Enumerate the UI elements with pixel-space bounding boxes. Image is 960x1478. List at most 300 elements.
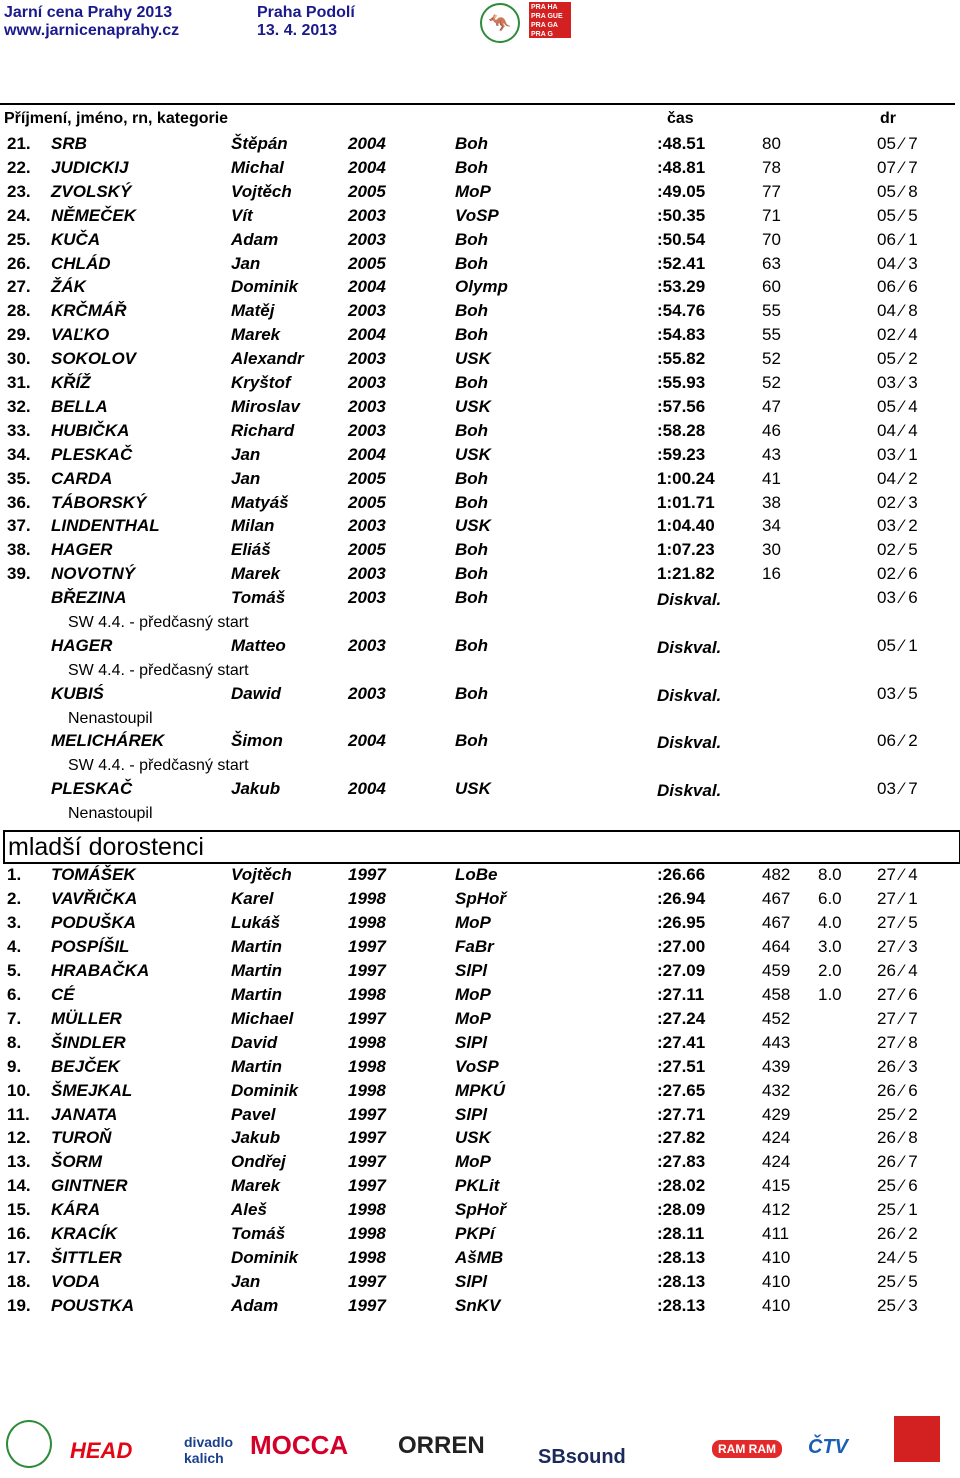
cell-points: 52	[762, 349, 781, 369]
cell-points: 52	[762, 373, 781, 392]
cell-time: :27.83	[657, 1152, 706, 1172]
cell-birth-year: 1998	[348, 1224, 386, 1244]
cell-birth-year: 1997	[348, 1104, 386, 1124]
table-row	[0, 636, 960, 660]
cell-club: Boh	[455, 253, 489, 273]
cell-birth-year: 1998	[348, 1080, 386, 1100]
cell-club: MoP	[455, 1152, 491, 1172]
cell-rank: 30.	[7, 349, 31, 369]
cell-club: MoP	[455, 1008, 491, 1028]
cell-birth-year: 1998	[348, 984, 386, 1004]
cell-rank: 19.	[7, 1296, 31, 1316]
cell-surname: TOMÁŠEK	[51, 865, 136, 884]
col-lane: dr	[880, 110, 896, 127]
table-row	[0, 301, 960, 325]
cell-time: :27.11	[657, 984, 705, 1004]
cell-heat-lane: 03 ⁄ 1	[877, 444, 918, 464]
cell-place-points: 3.0	[818, 936, 842, 956]
cell-first-name: Dominik	[231, 1248, 299, 1268]
orren-logo: ORREN	[398, 1432, 485, 1459]
cell-club: AšMB	[455, 1248, 504, 1268]
cell-rank: 4.	[7, 936, 22, 956]
cell-time: :27.71	[657, 1104, 706, 1124]
cell-rank: 5.	[7, 960, 22, 980]
cell-birth-year: 1997	[348, 1296, 386, 1316]
cell-time: :28.13	[657, 1248, 706, 1268]
cell-points: 38	[762, 492, 781, 512]
cell-time: :28.13	[657, 1272, 706, 1292]
cell-points: 47	[762, 396, 781, 416]
cell-heat-lane: 05 ⁄ 1	[877, 635, 918, 655]
cell-points: 443	[762, 1032, 791, 1052]
cell-heat-lane: 03 ⁄ 5	[877, 683, 918, 703]
cell-points: 60	[762, 277, 781, 297]
cell-points: 467	[762, 888, 791, 908]
cell-surname: TUROŇ	[51, 1128, 112, 1148]
cell-first-name: Vojtěch	[231, 181, 292, 201]
cell-first-name: Michal	[231, 157, 284, 177]
sponsor-footer	[0, 1420, 960, 1478]
cell-surname: KRACÍK	[51, 1224, 118, 1244]
cell-surname: ŠMEJKAL	[51, 1080, 133, 1100]
cell-points: 30	[762, 540, 781, 560]
table-row	[0, 985, 960, 1009]
cell-heat-lane: 25 ⁄ 3	[877, 1296, 918, 1316]
table-row	[0, 421, 960, 445]
cell-points: 459	[762, 960, 791, 980]
cell-points: 34	[762, 516, 781, 536]
cell-heat-lane: 27 ⁄ 5	[877, 912, 918, 932]
cell-points: 71	[762, 205, 781, 225]
table-row	[0, 1105, 960, 1129]
cell-heat-lane: 25 ⁄ 5	[877, 1272, 918, 1292]
cell-club: USK	[455, 779, 491, 799]
cell-club: SlPl	[455, 1272, 488, 1292]
table-row	[0, 397, 960, 421]
disqualification-note: SW 4.4. - předčasný start	[68, 661, 249, 679]
cell-surname: SRB	[51, 134, 87, 153]
cell-time: 1:01.71	[657, 492, 715, 512]
cell-points: 432	[762, 1080, 791, 1100]
cell-rank: 1.	[7, 865, 22, 884]
table-row	[0, 1009, 960, 1033]
cell-surname: PODUŠKA	[51, 912, 137, 932]
cell-first-name: Richard	[231, 420, 295, 440]
cell-points: 424	[762, 1128, 791, 1148]
table-row	[0, 1200, 960, 1224]
cell-time: :54.83	[657, 325, 706, 345]
cell-rank: 8.	[7, 1032, 22, 1052]
cell-place-points: 1.0	[818, 984, 842, 1004]
cell-birth-year: 2003	[348, 683, 386, 703]
cell-first-name: Dawid	[231, 683, 282, 703]
cell-club: SpHoř	[455, 888, 506, 908]
cell-heat-lane: 26 ⁄ 3	[877, 1056, 918, 1076]
cell-first-name: Matteo	[231, 635, 286, 655]
cell-club: Boh	[455, 588, 489, 607]
table-row	[0, 469, 960, 493]
cell-heat-lane: 05 ⁄ 7	[877, 134, 918, 153]
cell-first-name: Martin	[231, 984, 282, 1004]
cell-birth-year: 2005	[348, 253, 386, 273]
cell-points: 70	[762, 229, 781, 249]
cell-first-name: Štěpán	[231, 134, 288, 153]
cell-heat-lane: 27 ⁄ 6	[877, 984, 918, 1004]
cell-rank: 37.	[7, 516, 31, 536]
cell-time: 1:21.82	[657, 564, 715, 584]
cell-birth-year: 2003	[348, 420, 386, 440]
cell-points: 452	[762, 1008, 791, 1028]
table-row	[0, 373, 960, 397]
cell-first-name: Martin	[231, 960, 282, 980]
table-row	[0, 865, 960, 889]
cell-rank: 15.	[7, 1200, 31, 1220]
cell-surname: NĚMEČEK	[51, 205, 137, 225]
cell-first-name: David	[231, 1032, 278, 1052]
cell-points: 80	[762, 134, 781, 153]
table-row	[0, 230, 960, 254]
cell-birth-year: 1998	[348, 1032, 386, 1052]
cell-surname: POUSTKA	[51, 1296, 135, 1316]
cell-first-name: Martin	[231, 1056, 282, 1076]
cell-birth-year: 2003	[348, 635, 386, 655]
cell-rank: 36.	[7, 492, 31, 512]
cell-heat-lane: 26 ⁄ 7	[877, 1152, 918, 1172]
cell-first-name: Adam	[231, 1296, 279, 1316]
ramram-logo: RAM RAM	[712, 1440, 782, 1458]
kangaroo-icon: 🦘	[488, 12, 512, 33]
cell-points: 41	[762, 468, 781, 488]
cell-first-name: Adam	[231, 229, 279, 249]
cell-surname: JANATA	[51, 1104, 118, 1124]
cell-heat-lane: 02 ⁄ 5	[877, 540, 918, 560]
cell-club: Boh	[455, 157, 489, 177]
sbsound-logo: SBsound	[538, 1446, 626, 1468]
cell-first-name: Karel	[231, 888, 274, 908]
cell-club: PKPí	[455, 1224, 495, 1244]
cell-club: VoSP	[455, 205, 499, 225]
cell-surname: KRČMÁŘ	[51, 301, 127, 321]
table-row	[0, 349, 960, 373]
praha-logo-line: PRA GA	[531, 22, 558, 29]
cell-club: MoP	[455, 984, 491, 1004]
cell-heat-lane: 02 ⁄ 6	[877, 564, 918, 584]
table-row	[0, 779, 960, 803]
cell-place-points: 4.0	[818, 912, 842, 932]
cell-club: Olymp	[455, 277, 508, 297]
cell-birth-year: 1998	[348, 1200, 386, 1220]
cell-points: 415	[762, 1176, 791, 1196]
cell-surname: VAVŘIČKA	[51, 888, 138, 908]
cell-first-name: Marek	[231, 325, 281, 345]
cell-heat-lane: 27 ⁄ 4	[877, 865, 918, 884]
cell-time: :27.00	[657, 936, 706, 956]
cell-first-name: Kryštof	[231, 373, 291, 392]
cell-birth-year: 1997	[348, 1152, 386, 1172]
cell-time: :48.51	[657, 134, 706, 153]
cell-first-name: Lukáš	[231, 912, 281, 932]
cell-club: SlPl	[455, 1104, 488, 1124]
cell-time: Diskval.	[657, 781, 722, 801]
cell-rank: 31.	[7, 373, 31, 392]
bohemians-logo	[480, 3, 520, 43]
cell-heat-lane: 06 ⁄ 2	[877, 731, 918, 751]
disqualification-note: SW 4.4. - předčasný start	[68, 614, 249, 631]
cell-rank: 22.	[7, 157, 31, 177]
cell-first-name: Dominik	[231, 277, 299, 297]
cell-birth-year: 2003	[348, 229, 386, 249]
cell-rank: 34.	[7, 444, 31, 464]
cell-points: 410	[762, 1248, 791, 1268]
head-logo: HEAD	[70, 1438, 133, 1463]
cell-rank: 9.	[7, 1056, 22, 1076]
cell-club: USK	[455, 396, 491, 416]
cell-time: :28.09	[657, 1200, 706, 1220]
cell-rank: 10.	[7, 1080, 31, 1100]
cell-time: :55.82	[657, 349, 706, 369]
cell-surname: HAGER	[51, 540, 113, 560]
cell-birth-year: 2003	[348, 349, 386, 369]
cell-birth-year: 2005	[348, 181, 386, 201]
cell-heat-lane: 03 ⁄ 6	[877, 588, 918, 607]
table-row	[0, 913, 960, 937]
table-row	[0, 1152, 960, 1176]
cell-first-name: Šimon	[231, 731, 283, 751]
cell-surname: BEJČEK	[51, 1056, 120, 1076]
cell-club: Boh	[455, 731, 489, 751]
cell-first-name: Marek	[231, 1176, 281, 1196]
praha-logo	[529, 2, 571, 38]
cell-time: :26.66	[657, 865, 706, 884]
cell-club: Boh	[455, 683, 489, 703]
cell-heat-lane: 07 ⁄ 7	[877, 157, 918, 177]
disqualification-note: Nenastoupil	[68, 805, 153, 823]
cell-heat-lane: 05 ⁄ 8	[877, 181, 918, 201]
cell-surname: TÁBORSKÝ	[51, 492, 147, 512]
cell-time: :27.82	[657, 1128, 706, 1148]
cell-time: :52.41	[657, 253, 706, 273]
praha-logo-line: PRA G	[531, 31, 553, 38]
event-title: Jarní cena Prahy 2013	[4, 4, 173, 21]
col-name: Příjmení, jméno, rn, kategorie	[4, 110, 229, 127]
cell-birth-year: 1997	[348, 1272, 386, 1292]
cell-birth-year: 2003	[348, 516, 386, 536]
cell-heat-lane: 27 ⁄ 8	[877, 1032, 918, 1052]
cell-time: :50.35	[657, 205, 706, 225]
cell-surname: PLESKAČ	[51, 444, 133, 464]
cell-place-points: 2.0	[818, 960, 842, 980]
cell-club: PKLit	[455, 1176, 500, 1196]
cell-surname: MELICHÁREK	[51, 731, 165, 751]
cell-birth-year: 2004	[348, 134, 386, 153]
cell-surname: CARDA	[51, 468, 113, 488]
cell-points: 46	[762, 420, 781, 440]
cell-club: USK	[455, 349, 491, 369]
cell-club: Boh	[455, 420, 489, 440]
cell-time: :57.56	[657, 396, 706, 416]
table-row	[0, 516, 960, 540]
cell-time: :58.28	[657, 420, 706, 440]
cell-surname: CHLÁD	[51, 253, 111, 273]
cell-time: 1:04.40	[657, 516, 715, 536]
cell-club: SpHoř	[455, 1200, 506, 1220]
cell-rank: 29.	[7, 325, 31, 345]
cell-surname: KÁRA	[51, 1200, 101, 1220]
cell-birth-year: 1997	[348, 936, 386, 956]
cell-first-name: Pavel	[231, 1104, 276, 1124]
cell-club: MPKÚ	[455, 1080, 506, 1100]
cell-time: :49.05	[657, 181, 706, 201]
cell-rank: 14.	[7, 1176, 31, 1196]
cell-time: :48.81	[657, 157, 706, 177]
cell-rank: 26.	[7, 253, 31, 273]
table-row	[0, 588, 960, 612]
cell-club: Boh	[455, 564, 489, 584]
cell-club: Boh	[455, 229, 489, 249]
cell-points: 424	[762, 1152, 791, 1172]
cell-first-name: Jan	[231, 468, 261, 488]
cell-first-name: Alexandr	[231, 349, 304, 369]
disqualification-note: Nenastoupil	[68, 709, 153, 727]
cell-heat-lane: 26 ⁄ 8	[877, 1128, 918, 1148]
cell-surname: HUBIČKA	[51, 420, 130, 440]
cell-heat-lane: 25 ⁄ 2	[877, 1104, 918, 1124]
cell-points: 411	[762, 1224, 790, 1244]
cell-club: Boh	[455, 301, 489, 321]
cell-points: 410	[762, 1272, 791, 1292]
category-title: mladší dorostenci	[3, 830, 960, 864]
cell-heat-lane: 26 ⁄ 4	[877, 960, 918, 980]
cell-time: :54.76	[657, 301, 706, 321]
cell-first-name: Vít	[231, 205, 253, 225]
cell-points: 458	[762, 984, 791, 1004]
cell-time: :27.24	[657, 1008, 706, 1028]
cell-club: Boh	[455, 325, 489, 345]
cell-rank: 38.	[7, 540, 31, 560]
cell-club: Boh	[455, 373, 489, 392]
cell-time: :55.93	[657, 373, 706, 392]
cell-time: :26.95	[657, 912, 706, 932]
cell-rank: 6.	[7, 984, 22, 1004]
table-row	[0, 961, 960, 985]
cell-birth-year: 2003	[348, 396, 386, 416]
table-row	[0, 540, 960, 564]
cell-heat-lane: 04 ⁄ 3	[877, 253, 918, 273]
cell-first-name: Tomáš	[231, 588, 286, 607]
cell-first-name: Jakub	[231, 1128, 281, 1148]
cell-heat-lane: 27 ⁄ 1	[877, 888, 918, 908]
cell-heat-lane: 26 ⁄ 2	[877, 1224, 918, 1244]
cell-club: USK	[455, 444, 491, 464]
cell-birth-year: 2005	[348, 468, 386, 488]
cell-heat-lane: 05 ⁄ 2	[877, 349, 918, 369]
event-date: 13. 4. 2013	[257, 22, 338, 39]
cell-heat-lane: 27 ⁄ 3	[877, 936, 918, 956]
cell-birth-year: 1998	[348, 1248, 386, 1268]
cell-first-name: Jakub	[231, 779, 281, 799]
cell-time: :59.23	[657, 444, 706, 464]
cell-rank: 13.	[7, 1152, 31, 1172]
cell-rank: 17.	[7, 1248, 31, 1268]
cell-club: FaBr	[455, 936, 494, 956]
cell-surname: NOVOTNÝ	[51, 564, 136, 584]
cell-points: 78	[762, 157, 781, 177]
cell-points: 77	[762, 181, 781, 201]
cell-surname: VODA	[51, 1272, 101, 1292]
cell-rank: 27.	[7, 277, 31, 297]
cell-club: SlPl	[455, 960, 488, 980]
cell-points: 43	[762, 444, 781, 464]
cell-surname: KUČA	[51, 229, 101, 249]
cell-rank: 2.	[7, 888, 22, 908]
cell-club: Boh	[455, 134, 489, 153]
cell-heat-lane: 27 ⁄ 7	[877, 1008, 918, 1028]
cell-heat-lane: 25 ⁄ 6	[877, 1176, 918, 1196]
cell-first-name: Aleš	[231, 1200, 267, 1220]
cell-points: 16	[762, 564, 781, 584]
cell-time: Diskval.	[657, 637, 722, 657]
cell-club: LoBe	[455, 865, 498, 884]
cell-club: Boh	[455, 635, 489, 655]
col-time: čas	[667, 110, 694, 127]
cell-points: 429	[762, 1104, 791, 1124]
cell-rank: 28.	[7, 301, 31, 321]
cell-birth-year: 2005	[348, 492, 386, 512]
cell-heat-lane: 03 ⁄ 7	[877, 779, 918, 799]
mocca-logo: MOCCA	[250, 1430, 349, 1460]
cell-points: 55	[762, 301, 781, 321]
cell-birth-year: 2004	[348, 731, 386, 751]
cell-rank: 21.	[7, 134, 31, 153]
cell-time: :53.29	[657, 277, 706, 297]
cell-surname: CÉ	[51, 984, 75, 1004]
cell-surname: GINTNER	[51, 1176, 128, 1196]
praha-logo-line: PRA GUE	[531, 13, 563, 20]
cell-first-name: Vojtěch	[231, 865, 292, 884]
cell-place-points: 6.0	[818, 888, 842, 908]
event-venue: Praha Podolí	[257, 4, 355, 21]
cell-heat-lane: 06 ⁄ 1	[877, 229, 918, 249]
table-row	[0, 493, 960, 517]
cell-first-name: Jan	[231, 253, 261, 273]
cell-surname: POSPÍŠIL	[51, 936, 130, 956]
cell-heat-lane: 02 ⁄ 3	[877, 492, 918, 512]
cell-points: 467	[762, 912, 791, 932]
cell-birth-year: 2003	[348, 588, 386, 607]
table-row	[0, 684, 960, 708]
cell-first-name: Marek	[231, 564, 281, 584]
bohemians-footer-logo	[6, 1420, 52, 1468]
cell-time: :26.94	[657, 888, 706, 908]
cell-heat-lane: 04 ⁄ 4	[877, 420, 918, 440]
cell-time: :28.11	[657, 1224, 705, 1244]
table-row	[0, 158, 960, 182]
cell-heat-lane: 06 ⁄ 6	[877, 277, 918, 297]
cell-club: Boh	[455, 540, 489, 560]
table-row	[0, 1296, 960, 1320]
cell-time: :50.54	[657, 229, 706, 249]
cell-birth-year: 2004	[348, 277, 386, 297]
table-row	[0, 1128, 960, 1152]
praha-logo-line: PRA HA	[531, 4, 558, 11]
cell-surname: BELLA	[51, 396, 108, 416]
cell-first-name: Jan	[231, 444, 261, 464]
cell-points: 410	[762, 1296, 791, 1316]
cell-first-name: Martin	[231, 936, 282, 956]
page-header	[0, 0, 960, 48]
cell-first-name: Tomáš	[231, 1224, 286, 1244]
cell-club: USK	[455, 516, 491, 536]
